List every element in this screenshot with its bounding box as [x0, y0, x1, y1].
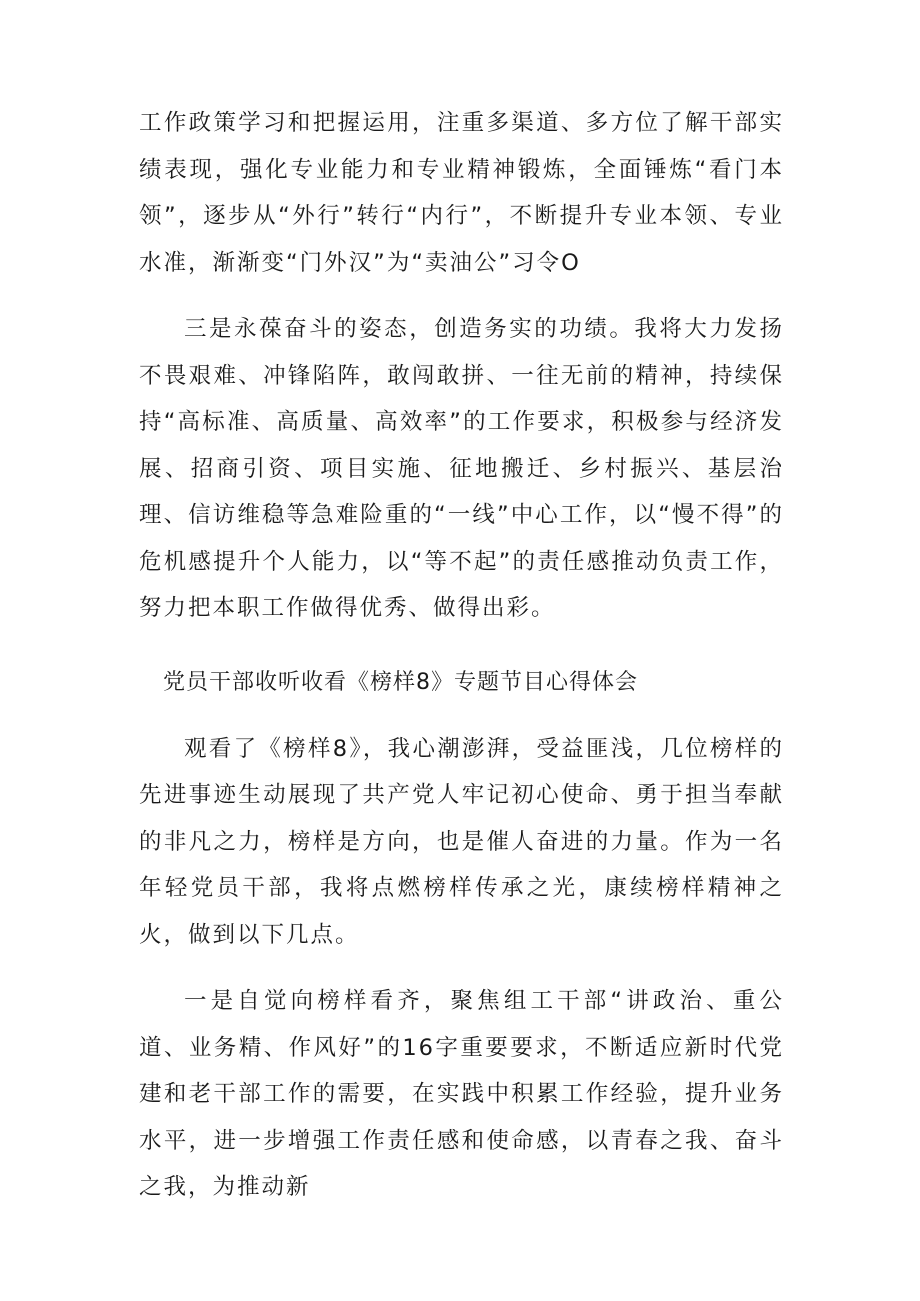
section-heading: 党员干部收听收看《榜样8》专题节目心得体会	[163, 669, 638, 695]
paragraph-continued: 工作政策学习和把握运用，注重多渠道、多方位了解干部实绩表现，强化专业能力和专业精神锻炼，全面锤炼“看门本领”，逐步从“外行”转行“内行”，不断提升专业本领、专业水准，渐渐变“门外汉”为“卖油公”习令O	[139, 110, 784, 276]
paragraph-intro: 观看了《榜样8》，我心潮澎湃，受益匪浅，几位榜样的先进事迹生动展现了共产党人牢记初心使命、勇于担当奉献的非凡之力，榜样是方向，也是催人奋进的力量。作为一名年轻党员干部，我将点燃榜样传承之光，康续榜样精神之火，做到以下几点。	[139, 735, 784, 948]
document-body	[139, 100, 784, 1211]
paragraph-point-one: 一是自觉向榜样看齐，聚焦组工干部“讲政治、重公道、业务精、作风好”的16字重要要求，不断适应新时代党建和老干部工作的需要，在实践中积累工作经验，提升业务水平，进一步增强工作责任感和使命感，以青春之我、奋斗之我，为推动新	[139, 988, 784, 1200]
paragraph-point-three: 三是永葆奋斗的姿态，创造务实的功绩。我将大力发扬不畏艰难、冲锋陷阵，敢闯敢拼、一往无前的精神，持续保持“高标准、高质量、高效率”的工作要求，积极参与经济发展、招商引资、项目实施、征地搬迁、乡村振兴、基层治理、信访维稳等急难险重的“一线”中心工作，以“慢不得”的危机感提升个人能力，以“等不起”的责任感推动负责工作，努力把本职工作做得优秀、做得出彩。	[139, 316, 784, 621]
